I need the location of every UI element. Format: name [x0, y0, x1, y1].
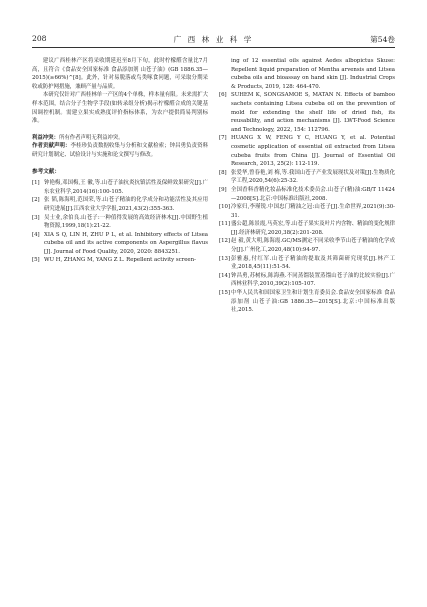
reference-text: HUANG X W, FENG Y C, HUANG Y, et al. Potential cosmetic application of essential oil extracted from Litsea cubeba fruits from China [J]. Journal of Essential Oil Research, 2013, 25(2): 112-119. [231, 135, 395, 168]
reference-item [32, 179, 208, 196]
reference-item [219, 169, 395, 186]
reference-number: [3] [32, 214, 40, 221]
reference-number: [14] [219, 272, 231, 279]
header-rule [32, 47, 395, 48]
reference-number: [15] [219, 290, 231, 297]
reference-number: [2] [32, 197, 40, 204]
reference-text: 赵 毅,黄大明,陈海霞.GC/MS测定不同采收季节山苍子精油的化学成分[J].广州化工,2020,48(10):94-97. [231, 238, 395, 254]
left-column [32, 57, 208, 265]
reference-text: 钟艳梅,邓国梅,王 徽,等.山苍子油抗炎抗镇活性及保鲜效果研究[J].广东农业科学,2014(16):100-105. [44, 180, 208, 195]
reference-number: [10] [219, 204, 231, 211]
reference-item [32, 196, 208, 213]
conflict-text: 所有作者声明无利益冲突。 [58, 134, 124, 141]
reference-item [32, 214, 208, 231]
reference-item [219, 203, 395, 220]
reference-number: [5] [32, 257, 40, 264]
reference-text: 冷家归,李瑾锐.中国忠门精油之冠:山苍子[J].生命世界,2021(9):30-31. [231, 204, 395, 219]
section-gap [32, 126, 208, 134]
reference-item [219, 272, 395, 289]
reference-text: 盛公超,陈景霞,马英宏,等.山苍子果实及叶片内含物、精油的变化规律[J].经济林研究,2020,38(2):201-208. [231, 221, 395, 236]
reference-text: XIA S Q, LIN H, ZHU P L, et al. Inhibitory effects of Litsea cubeba oil and its active components on Aspergillus flavus [J]. Journal of Food Quality, 2020, 2020: 8843251. [44, 231, 208, 255]
reference-number: [1] [32, 180, 40, 187]
reference-text: 张爱华,曾春艳,刘 梅,等.我国山苍子产业发展现状及对策[J].生物质化学工程,2020,54(6):25-32. [231, 169, 395, 185]
contribution-text: 李桂珍负责数据收集与分析和文献检索；钟昌勇负责资料研究计划制定、试验设计与实施和论文撰写与修改。 [32, 143, 208, 158]
reference-text: 中华人民共和国国家卫生和计划生育委员会.食品安全国家标准 食品添加剂 山苍子油:GB 1886.35—2015[S].北京:中国标准出版社,2015. [231, 290, 395, 314]
reference-item [32, 231, 208, 257]
page-number: 208 [32, 34, 47, 43]
reference-item [219, 134, 395, 168]
reference-text: 全国香料香精化妆品标准化技术委员会.山苍子(精)油:GB/T 11424—2008[S].北京:中国标准出版社,2008. [231, 186, 395, 202]
reference-item [219, 237, 395, 254]
reference-item [219, 289, 395, 315]
reference-item [219, 255, 395, 272]
right-column [219, 57, 395, 315]
reference-list-right [219, 91, 395, 314]
reference-number: [8] [219, 169, 227, 176]
reference-item [219, 220, 395, 237]
reference-text: 张 韬,陈海明,范国荣,等.山苍子精油的化学成分和功能活性及其应用研究进展[J].江西农业大学学报,2021,43(2):355-363. [44, 197, 208, 212]
reference-item [32, 256, 208, 265]
body-paragraph-1: 建议广西桂林产区将采收期延迟至8月下旬，此时柠檬醛含量比7月高，且符合《食品安全国家标准 食品添加剂 山苍子油》(GB 1886.35—2015)(≥66%)^[8]。此外，针对易脱落或鸟类啄食问题，可采取分期采收或防护网措施，兼顾产量与品质。 [32, 58, 208, 90]
reference-text: SUHEM K, SONGSAMOE S, MATAN N. Effects of bamboo sachets containing Litsea cubeba oil on the prevention of mold for extending the shelf life of dried fish, its reusability, and action mechanisms [J]. LWT-Food Science and Technology, 2022, 154: 112796. [231, 92, 395, 133]
reference-item [219, 186, 395, 203]
reference-text: 彭雅惠,付红军.山苍子精油的提取及其筛菌研究现状[J].林产工业,2018,45(11):51-54. [231, 255, 395, 271]
reference-number: [7] [219, 135, 227, 142]
reference-number: [13] [219, 255, 231, 262]
conflict-label: 利益冲突： [32, 134, 59, 141]
reference-indent [219, 57, 231, 91]
conflict-statement [32, 134, 208, 143]
journal-title: 广 西 林 业 科 学 [173, 35, 254, 44]
reference-number: [11] [219, 221, 231, 228]
body-paragraph-2: 本研究仅针对广西桂林单一产区的4个单株，样本量有限。未来需扩大样本范围，结合分子生物学手段(如转录组分析)揭示柠檬醛合成的关键基因调控机制。需建立果实成熟度评价指标体系，为农户提供简易判别标准。 [32, 92, 208, 125]
reference-list-left [32, 179, 208, 265]
reference-item [219, 91, 395, 134]
contribution-statement [32, 142, 208, 159]
volume-label: 第54卷 [370, 35, 395, 44]
references-heading: 参考文献： [32, 168, 60, 175]
contribution-label: 作者贡献声明： [32, 143, 71, 150]
reference-number: [6] [219, 92, 227, 99]
reference-continuation [219, 57, 395, 91]
reference-number: [4] [32, 231, 40, 238]
reference-number: [12] [219, 238, 231, 245]
reference-text: WU H, ZHANG M, YANG Z L. Repellent activity screen- [44, 257, 196, 264]
reference-text: 钟昌勇,苏树标,陈海燕.不同蒸馏装置蒸馏山苍子油的比较实验[J].广西林业科学,2010,39(2):105-107. [231, 272, 395, 288]
reference-text: ing of 12 essential oils against Aedes albopictus Skuse: Repellent liquid preparation of Mentha arvensis and Litsea cubeba oils and bioassay on hand skin [J]. Industrial Crops & Products, 2019, 128: 464-470. [231, 58, 395, 90]
reference-text: 吴士业,余伯良.山苍子:一种值得发展的高效经济林木[J].中国野生植物资源,1999,18(1):21-22. [44, 214, 208, 230]
page-header [32, 34, 395, 46]
reference-number: [9] [219, 186, 227, 193]
